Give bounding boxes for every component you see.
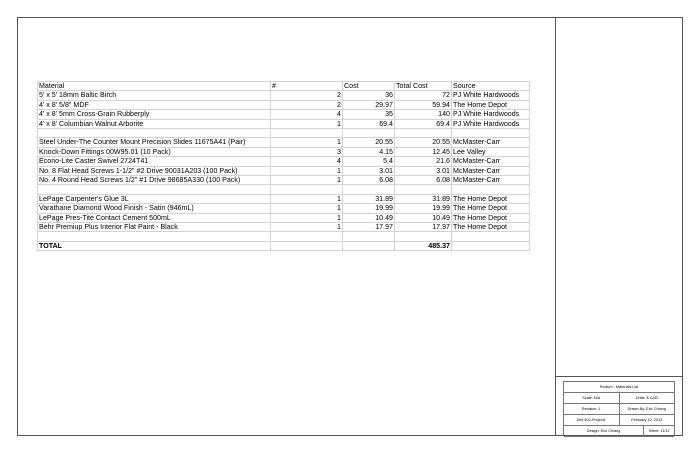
tb-scale-row: [564, 393, 674, 404]
design-label: Design: Eric Chiang: [586, 429, 621, 433]
sheet-label: Sheet: 11/11: [643, 426, 674, 436]
total-qty-empty: [271, 241, 343, 250]
cell-material: Knock-Down Fittings 00W95.01 (10 Pack): [38, 147, 271, 156]
cell-cost: 20.55: [343, 138, 395, 147]
cell-total: [395, 232, 452, 241]
cell-total: [395, 185, 452, 194]
cell-material: [38, 129, 271, 138]
cell-source: McMaster-Carr: [452, 157, 530, 166]
cell-total: 17.97: [395, 223, 452, 232]
cell-total: 10.49: [395, 213, 452, 222]
cell-cost: 69.4: [343, 119, 395, 128]
cell-source: McMaster-Carr: [452, 166, 530, 175]
cell-material: 4' x 8' 5/8" MDF: [38, 100, 271, 109]
cell-source: The Home Depot: [452, 223, 530, 232]
cell-total: 3.01: [395, 166, 452, 175]
cell-source: [452, 185, 530, 194]
cell-material: Econo-Lite Caster Swivel 2724T41: [38, 157, 271, 166]
cell-quantity: 1: [271, 176, 343, 185]
cell-total: 69.4: [395, 119, 452, 128]
table-row: [38, 232, 530, 241]
table-row: [38, 166, 530, 175]
cell-source: [452, 232, 530, 241]
table-row: [38, 157, 530, 166]
cell-quantity: [271, 129, 343, 138]
header-total-cost: Total Cost: [395, 82, 452, 91]
cell-quantity: 1: [271, 194, 343, 203]
cell-total: 6.08: [395, 176, 452, 185]
header-cost: Cost: [343, 82, 395, 91]
cell-source: The Home Depot: [452, 100, 530, 109]
cell-material: [38, 232, 271, 241]
cell-total: 21.6: [395, 157, 452, 166]
cell-source: The Home Depot: [452, 194, 530, 203]
cell-material: [38, 185, 271, 194]
cell-material: No. 8 Flat Head Screws 1-1/2" #2 Drive 90031A203 (100 Pack): [38, 166, 271, 175]
table-row: [38, 91, 530, 100]
table-row: [38, 129, 530, 138]
title-block-inner: [563, 381, 675, 435]
cell-source: The Home Depot: [452, 204, 530, 213]
cell-total: 59.94: [395, 100, 452, 109]
cell-quantity: 1: [271, 204, 343, 213]
cell-quantity: 1: [271, 166, 343, 175]
table-row: [38, 213, 530, 222]
cell-material: Varathane Diamond Wood Finish - Satin (946mL): [38, 204, 271, 213]
cell-source: McMaster-Carr: [452, 138, 530, 147]
cell-source: Lee Valley: [452, 147, 530, 156]
table-row: [38, 147, 530, 156]
total-value: 485.37: [395, 241, 452, 250]
project-label: Des 402-Project1: [576, 418, 606, 422]
cell-cost: 6.08: [343, 176, 395, 185]
scale-label: Scale: N/A: [582, 396, 601, 400]
cell-material: Behr Premiup Plus Interior Flat Paint - Black: [38, 223, 271, 232]
cell-total: [395, 129, 452, 138]
cell-quantity: 4: [271, 110, 343, 119]
cell-total: 20.55: [395, 138, 452, 147]
drawn-by-label: Drawn By: Eric Chiang: [619, 404, 675, 414]
header-quantity: #: [271, 82, 343, 91]
header-source: Source: [452, 82, 530, 91]
table-row: [38, 176, 530, 185]
tb-revision-row: [564, 404, 674, 415]
tb-project-row: [564, 415, 674, 426]
cell-cost: 17.97: [343, 223, 395, 232]
total-source-empty: [452, 241, 530, 250]
cell-material: No. 4 Round Head Screws 1/2" #1 Drive 98685A330 (100 Pack): [38, 176, 271, 185]
cell-cost: 10.49: [343, 213, 395, 222]
cell-material: 5' x 5' 18mm Baltic Birch: [38, 91, 271, 100]
cell-material: 4' x 8' Columbian Walnut Arborite: [38, 119, 271, 128]
cell-source: PJ White Hardwoods: [452, 119, 530, 128]
cell-cost: 29.97: [343, 100, 395, 109]
drawing-title: Podium - Materials List: [599, 385, 639, 389]
cell-cost: 36: [343, 91, 395, 100]
revision-label: Revision: 1: [581, 407, 601, 411]
table-row: [38, 110, 530, 119]
cell-cost: 3.01: [343, 166, 395, 175]
cell-cost: 35: [343, 110, 395, 119]
cell-total: 140: [395, 110, 452, 119]
cell-quantity: 3: [271, 147, 343, 156]
title-column-divider: [555, 17, 556, 436]
cell-cost: 19.99: [343, 204, 395, 213]
cell-total: 12.45: [395, 147, 452, 156]
table-header-row: [38, 82, 530, 91]
total-label: TOTAL: [38, 241, 271, 250]
table-row: [38, 194, 530, 203]
cell-quantity: [271, 232, 343, 241]
cell-total: 19.99: [395, 204, 452, 213]
cell-material: Steel Under-The Counter Mount Precision Slides 11675A41 (Pair): [38, 138, 271, 147]
cell-source: PJ White Hardwoods: [452, 91, 530, 100]
cell-quantity: 1: [271, 213, 343, 222]
cell-total: 72: [395, 91, 452, 100]
table-row: [38, 204, 530, 213]
total-cost-empty: [343, 241, 395, 250]
cell-quantity: 1: [271, 138, 343, 147]
units-label: Units: $ CAD: [619, 393, 675, 403]
tb-title-row: [564, 382, 674, 393]
cell-quantity: 1: [271, 223, 343, 232]
materials-table: [37, 81, 530, 251]
cell-quantity: 2: [271, 91, 343, 100]
cell-quantity: [271, 185, 343, 194]
cell-source: McMaster-Carr: [452, 176, 530, 185]
cell-source: PJ White Hardwoods: [452, 110, 530, 119]
cell-quantity: 1: [271, 119, 343, 128]
table-total-row: [38, 241, 530, 250]
cell-source: The Home Depot: [452, 213, 530, 222]
cell-total: 31.89: [395, 194, 452, 203]
table-row: [38, 100, 530, 109]
header-material: Material: [38, 82, 271, 91]
cell-cost: 4.15: [343, 147, 395, 156]
cell-material: 4' x 8' 5mm Cross-Grain Rubberply: [38, 110, 271, 119]
cell-cost: [343, 129, 395, 138]
cell-material: LePage Carpenter's Glue 3L: [38, 194, 271, 203]
date-label: February 10, 2012: [619, 415, 675, 425]
cell-cost: [343, 232, 395, 241]
cell-source: [452, 129, 530, 138]
table-row: [38, 119, 530, 128]
cell-quantity: 4: [271, 157, 343, 166]
cell-material: LePage Pres-Tite Contact Cement 500mL: [38, 213, 271, 222]
table-row: [38, 138, 530, 147]
cell-cost: 5.4: [343, 157, 395, 166]
tb-design-row: [564, 426, 674, 437]
table-row: [38, 185, 530, 194]
cell-quantity: 2: [271, 100, 343, 109]
cell-cost: 31.89: [343, 194, 395, 203]
table-row: [38, 223, 530, 232]
cell-cost: [343, 185, 395, 194]
